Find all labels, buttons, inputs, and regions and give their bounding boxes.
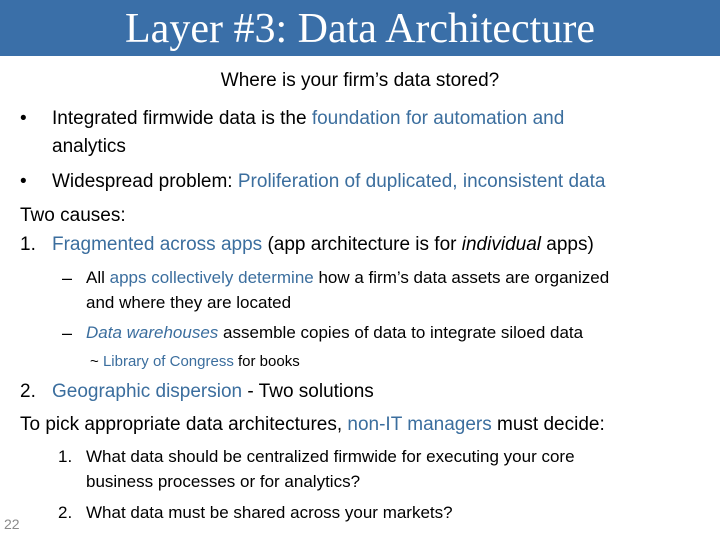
sub-1-line-1 <box>86 265 609 291</box>
sub-1-line-2: and where they are located <box>86 293 292 312</box>
cause-1-text-end: apps) <box>541 234 594 255</box>
cause-1-highlight: Fragmented across apps <box>52 234 263 255</box>
decide-text-end: must decide: <box>491 414 605 435</box>
bullet-1-text: Integrated firmwide data is the <box>52 108 312 129</box>
question-2: What data must be shared across your markets? <box>86 503 453 522</box>
question-1-line-1: What data should be centralized firmwide for executing your core <box>86 447 575 466</box>
slide-subtitle: Where is your firm’s data stored? <box>220 70 500 91</box>
note-highlight: Library of Congress <box>102 353 234 370</box>
causes-heading: Two causes: <box>20 205 126 226</box>
note-line <box>90 352 300 372</box>
bullet-1-line-1 <box>52 104 564 134</box>
slide-title: Layer #3: Data Architecture <box>125 6 595 52</box>
page-number: 22 <box>4 516 20 532</box>
question-2-number: 2. <box>58 503 73 522</box>
bullet-marker: • <box>20 171 27 192</box>
cause-1 <box>52 230 594 260</box>
bullet-1-line-2: analytics <box>52 136 126 157</box>
bullet-2-highlight: Proliferation of duplicated, inconsistent data <box>237 171 606 192</box>
bullet-2 <box>52 167 605 197</box>
bullet-2-text: Widespread problem: <box>52 171 238 192</box>
sub-1-text-end: how a firm’s data assets are organized <box>313 268 610 287</box>
cause-2-text: - Two solutions <box>242 381 374 402</box>
sub-2 <box>86 320 583 346</box>
cause-2-number: 2. <box>20 381 36 402</box>
question-1-line-2: business processes or for analytics? <box>86 472 361 491</box>
decide-text: To pick appropriate data architectures, <box>20 414 348 435</box>
cause-1-italic: individual <box>461 234 541 255</box>
note-tilde: ~ <box>90 353 103 370</box>
bullet-1-highlight: foundation for automation and <box>311 108 565 129</box>
sub-1-highlight: apps collectively determine <box>109 268 314 287</box>
sub-dash: – <box>62 268 73 288</box>
cause-2-highlight: Geographic dispersion <box>52 381 243 402</box>
decide-line <box>20 410 605 440</box>
sub-1-text: All <box>86 268 110 287</box>
sub-dash: – <box>62 323 73 343</box>
note-text: for books <box>233 353 300 370</box>
sub-2-highlight: Data warehouses <box>86 323 219 342</box>
decide-highlight: non-IT managers <box>347 414 492 435</box>
cause-2 <box>52 377 374 407</box>
bullet-marker: • <box>20 108 27 129</box>
cause-1-number: 1. <box>20 234 36 255</box>
cause-1-text: (app architecture is for <box>262 234 462 255</box>
sub-2-text: assemble copies of data to integrate siloed data <box>218 323 584 342</box>
question-1-number: 1. <box>58 447 73 466</box>
